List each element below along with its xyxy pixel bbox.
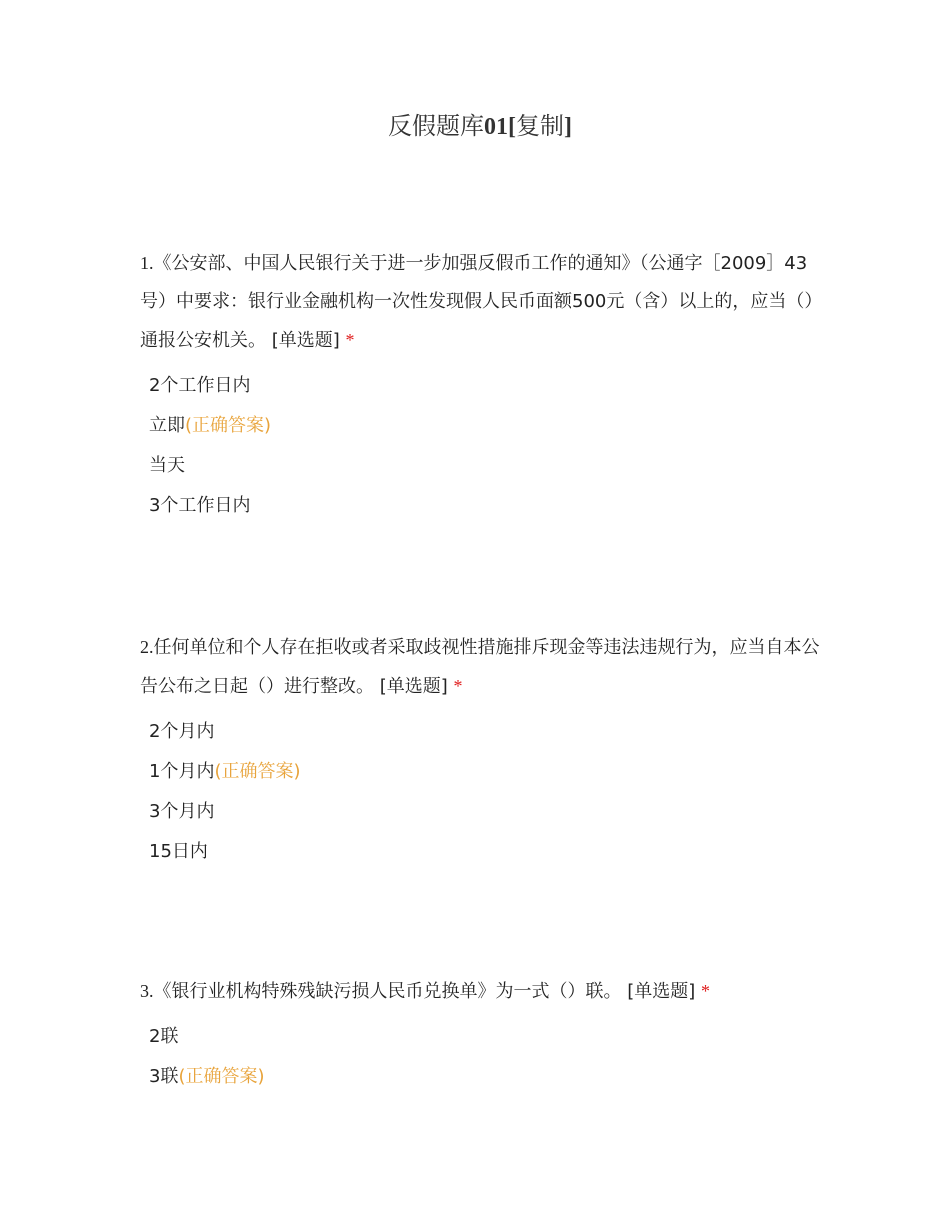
option-list (140, 366, 820, 526)
question-type: [单选题] (271, 330, 340, 351)
question-text: 《公安部、中国人民银行关于进一步加强反假币工作的通知》（公通字［2009］43号）中要求：银行业金融机构一次性发现假人民币面额500元（含）以上的，应当（）通报公安机关。 (140, 253, 814, 351)
correct-answer-tag: (正确答案) (185, 415, 272, 436)
required-mark: * (453, 676, 463, 696)
option-item[interactable] (149, 712, 820, 752)
title-bracket-close: ] (564, 114, 572, 140)
option-label: 15日内 (149, 841, 208, 862)
correct-answer-tag: (正确答案) (178, 1066, 265, 1087)
question-number: 3. (140, 981, 154, 1001)
question-number: 2. (140, 637, 154, 657)
option-item[interactable] (149, 752, 820, 792)
document-title (0, 108, 950, 145)
question-type: [单选题] (379, 676, 448, 697)
option-label: 2个月内 (149, 721, 215, 742)
question-stem (140, 972, 820, 1011)
option-item[interactable] (149, 792, 820, 832)
option-list (140, 712, 820, 872)
question-number: 1. (140, 253, 154, 273)
option-label: 2个工作日内 (149, 375, 251, 396)
question-stem (140, 628, 820, 706)
option-label: 3个工作日内 (149, 495, 251, 516)
question-text: 任何单位和个人存在拒收或者采取歧视性措施排斥现金等违法违规行为，应当自本公告公布之日起（）进行整改。 (140, 637, 820, 697)
question-type: [单选题] (627, 981, 696, 1002)
question-stem (140, 244, 820, 360)
option-item[interactable] (149, 406, 820, 446)
question-1 (140, 244, 820, 526)
option-item[interactable] (149, 1017, 820, 1057)
option-item[interactable] (149, 486, 820, 526)
option-label: 1个月内 (149, 761, 215, 782)
option-label: 3联 (149, 1066, 179, 1087)
option-item[interactable] (149, 832, 820, 872)
option-item[interactable] (149, 1057, 820, 1097)
title-copy-label: 复制 (516, 112, 564, 140)
title-bold-number: 01[ (484, 114, 516, 140)
option-label: 当天 (149, 455, 185, 476)
option-label: 立即 (149, 415, 185, 436)
required-mark: * (345, 330, 355, 350)
title-prefix: 反假题库 (388, 112, 484, 140)
question-3 (140, 972, 820, 1097)
question-text: 《银行业机构特殊残缺污损人民币兑换单》为一式（）联。 (153, 981, 622, 1002)
question-2 (140, 628, 820, 872)
option-label: 3个月内 (149, 801, 215, 822)
required-mark: * (701, 981, 711, 1001)
option-label: 2联 (149, 1026, 179, 1047)
option-item[interactable] (149, 446, 820, 486)
option-list (140, 1017, 820, 1097)
correct-answer-tag: (正确答案) (214, 761, 301, 782)
option-item[interactable] (149, 366, 820, 406)
